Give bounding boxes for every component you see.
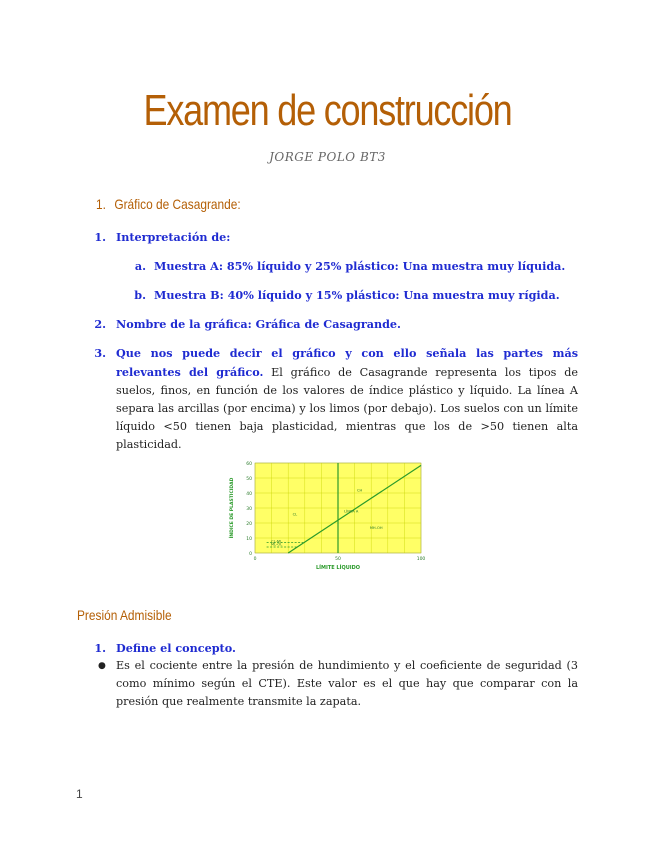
page-number: 1 (76, 787, 83, 801)
sub-item-text: Muestra A: 85% líquido y 25% plástico: Una muestra muy líquida. (154, 259, 566, 273)
item-number: 1. (94, 641, 106, 655)
bullet-icon: ● (98, 661, 106, 671)
x-tick-label: 0 (253, 557, 257, 562)
sub-item-letter: a. (134, 259, 146, 273)
item-text: Interpretación de: (116, 230, 231, 244)
zone-label: LÍNEA A (344, 509, 359, 514)
y-tick-label: 30 (246, 507, 252, 512)
zone-label: CH (356, 488, 363, 493)
x-tick-label: 100 (416, 557, 426, 562)
x-axis-label: LÍMITE LÍQUIDO (315, 565, 361, 571)
zone-label: CL (292, 512, 298, 517)
y-tick-label: 0 (249, 552, 252, 557)
x-tick-label: 50 (335, 557, 341, 562)
sub-item-letter: b. (134, 288, 146, 302)
section-heading-presion: Presión Admisible (77, 607, 172, 623)
zone-label: ML-OL (270, 542, 283, 547)
y-axis-label: ÍNDICE DE PLASTICIDAD (230, 477, 235, 539)
item-text: Nombre de la gráfica: Gráfica de Casagrande. (116, 317, 401, 331)
document-title: Examen de construcción (143, 86, 512, 135)
bullet-text: Es el cociente entre la presión de hundimiento y el coeficiente de seguridad (3 como mínimo según el CTE). Este valor es el que hay que comparar con la presión que realmente transmite la zapata. (116, 659, 578, 708)
zone-label: CL-ML (271, 539, 283, 544)
zone-label: MH-OH (369, 526, 383, 530)
item-number: 1. (94, 230, 106, 244)
paragraph-casagrande (116, 344, 578, 454)
section-title: Gráfico de Casagrande: (114, 196, 241, 212)
section-heading-casagrande (96, 196, 241, 212)
y-tick-label: 10 (246, 537, 252, 542)
y-tick-label: 50 (246, 477, 252, 482)
casagrande-chart-svg (225, 455, 435, 573)
author-line: JORGE POLO BT3 (269, 150, 386, 164)
item-number: 2. (94, 317, 106, 331)
paragraph-bold-lead: Que nos puede decir el gráfico y con ello señala las partes más relevantes del gráfico. (116, 346, 578, 379)
y-tick-label: 40 (246, 492, 252, 497)
section-number: 1. (96, 196, 106, 212)
paragraph-body: El gráfico de Casagrande representa los tipos de suelos, finos, en función de los valores de índice plástico y líquido. La línea A separa las arcillas (por encima) y los limos (por debajo). Los suelos con un límite líquido <50 tienen baja plasticidad, mientras que los de >50 tienen alta plasticidad. (116, 366, 578, 451)
item-text: Define el concepto. (116, 641, 236, 655)
y-tick-label: 20 (246, 522, 252, 527)
item-number: 3. (94, 346, 106, 360)
sub-item-text: Muestra B: 40% líquido y 15% plástico: Una muestra muy rígida. (154, 288, 560, 302)
y-tick-label: 60 (246, 462, 252, 467)
casagrande-chart (225, 455, 435, 573)
